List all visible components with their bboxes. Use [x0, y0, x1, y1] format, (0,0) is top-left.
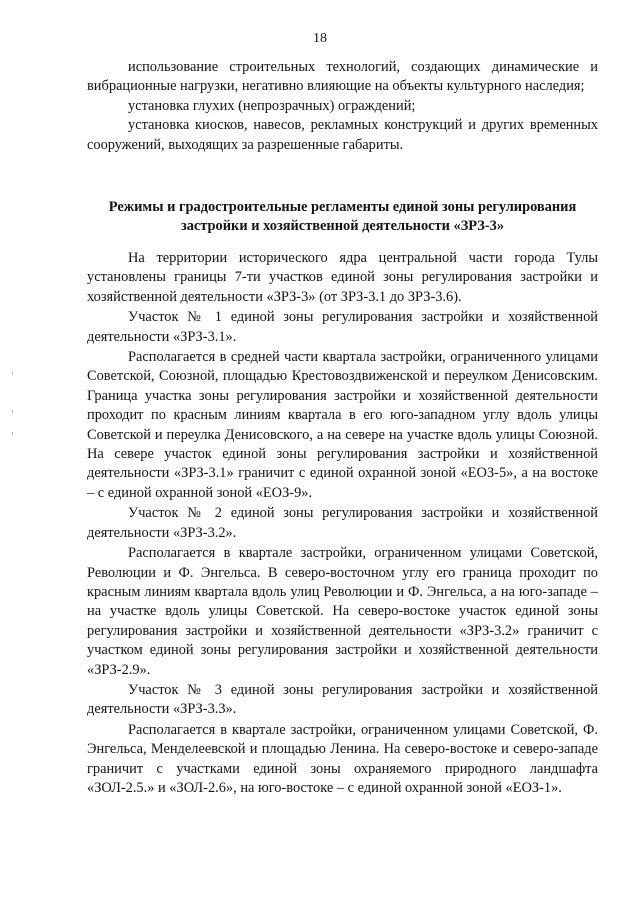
intro-list [87, 58, 598, 155]
paragraph: Располагается в квартале застройки, ограниченном улицами Советской, Революции и Ф. Энгельса. В северо-восточном углу его граница проходит по красным линиям квартала вдоль улиц Революции и Ф. Энгельса, а на юго-западе – на участке вдоль улицы Советской. На северо-востоке участок единой зоны регулирования застройки и хозяйственной деятельности «ЗРЗ-3.2» граничит с участком единой зоны регулирования застройки и хозяйственной деятельности «ЗРЗ-2.9». [87, 545, 598, 678]
section-heading: Режимы и градостроительные регламенты единой зоны регулирования застройки и хозяйственной деятельности «ЗРЗ-3» [108, 199, 577, 234]
list-item: установка глухих (непрозрачных) ограждений; [128, 97, 416, 114]
paragraph: Участок № 3 единой зоны регулирования застройки и хозяйственной деятельности «ЗРЗ-3.3». [87, 681, 598, 718]
list-item: использование строительных технологий, создающих динамические и вибрационные нагрузки, негативно влияющие на объекты культурного наследия; [87, 59, 598, 95]
paragraph: Участок № 2 единой зоны регулирования застройки и хозяйственной деятельности «ЗРЗ-3.2». [87, 505, 598, 541]
list-item: установка киосков, навесов, рекламных конструкций и других временных сооружений, выходящих за разрешенные габариты. [87, 117, 598, 153]
scan-mark [12, 410, 13, 413]
paragraph: Располагается в средней части квартала застройки, ограниченного улицами Советской, Союзной, площадью Крестовоздвиженской и переулком Денисовским. Граница участка зоны регулирования застройки и хозяйственной деятельности проходит по красным линиям квартала в его юго-западном углу вдоль улицы Советской и переулка Денисовского, а на севере на участке вдоль улицы Союзной. На севере участок единой зоны регулирования застройки и хозяйственной деятельности «ЗРЗ-3.1» граничит с единой охранной зоной «ЕОЗ-5», а на востоке – с единой охранной зоной «ЕОЗ-9». [87, 349, 598, 501]
page-number: 18 [313, 31, 327, 46]
paragraph: На территории исторического ядра центральной части города Тулы установлены границы 7-ти участков единой зоны регулирования застройки и хозяйственной деятельности «ЗРЗ-3» (от ЗРЗ-3.1 до ЗРЗ-3.6). [87, 250, 598, 305]
paragraph: Располагается в квартале застройки, ограниченном улицами Советской, Ф. Энгельса, Менделеевской и площадью Ленина. На северо-востоке и северо-западе граничит с участками единой зоны охраняемого природного ландшафта «ЗОЛ-2.5.» и «ЗОЛ-2.6», на юго-востоке – с единой охранной зоной «ЕОЗ-1». [87, 721, 598, 796]
scan-mark [12, 372, 13, 375]
paragraph: Участок № 1 единой зоны регулирования застройки и хозяйственной деятельности «ЗРЗ-3.1». [87, 309, 598, 345]
scan-mark [12, 432, 13, 435]
section-body [87, 249, 598, 799]
